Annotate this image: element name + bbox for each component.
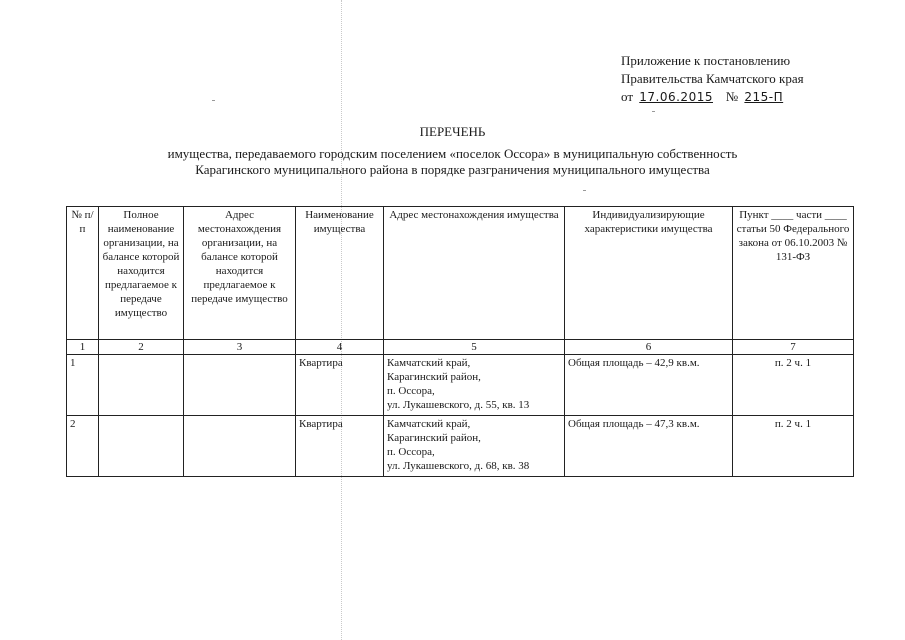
property-address-cell [384, 355, 565, 416]
table-row [67, 355, 854, 416]
scan-speck [652, 111, 655, 112]
appendix-block [621, 52, 804, 106]
table-row [67, 416, 854, 477]
subtitle-line-1: имущества, передаваемого городским поселением «поселок Оссора» в муниципальную собственность [167, 146, 738, 161]
appendix-line-1: Приложение к постановлению [621, 53, 791, 68]
header-cell: Адрес местонахождения организации, на балансе которой находится предлагаемое к передаче имущество [184, 207, 296, 340]
header-cell: Пункт ____ части ____ статьи 50 Федерального закона от 06.10.2003 № 131-ФЗ [733, 207, 854, 340]
org-address-cell [184, 355, 296, 416]
handwritten-number: 215-П [744, 90, 784, 104]
header-cell: Наименование имущества [296, 207, 384, 340]
column-number: 7 [733, 340, 854, 355]
header-cell: Полное наименование организации, на балансе которой находится предлагаемое к передаче имущество [99, 207, 184, 340]
property-name-cell: Квартира [296, 355, 384, 416]
law-clause-cell: п. 2 ч. 1 [733, 355, 854, 416]
document-subtitle [0, 146, 905, 178]
column-number-row [67, 340, 854, 355]
org-address-cell [184, 416, 296, 477]
document-title: ПЕРЕЧЕНЬ [419, 124, 486, 139]
column-number: 6 [565, 340, 733, 355]
appendix-date-line [621, 88, 804, 106]
appendix-line-2: Правительства Камчатского края [621, 71, 804, 86]
number-prefix: № [725, 89, 739, 104]
scan-speck [583, 190, 586, 191]
column-number: 5 [384, 340, 565, 355]
property-table [66, 206, 854, 477]
table-header-row [67, 207, 854, 340]
row-number: 2 [67, 416, 99, 477]
characteristics-cell: Общая площадь – 47,3 кв.м. [565, 416, 733, 477]
header-cell: Индивидуализирующие характеристики имущества [565, 207, 733, 340]
date-prefix: от [621, 89, 634, 104]
column-number: 4 [296, 340, 384, 355]
column-number: 1 [67, 340, 99, 355]
law-clause-cell: п. 2 ч. 1 [733, 416, 854, 477]
address-line: п. Оссора, [387, 446, 435, 458]
address-line: Карагинский район, [387, 371, 481, 383]
property-name-cell: Квартира [296, 416, 384, 477]
address-line: Камчатский край, [387, 357, 471, 369]
column-number: 2 [99, 340, 184, 355]
address-line: Карагинский район, [387, 432, 481, 444]
characteristics-cell: Общая площадь – 42,9 кв.м. [565, 355, 733, 416]
address-line: ул. Лукашевского, д. 55, кв. 13 [387, 399, 530, 411]
address-line: ул. Лукашевского, д. 68, кв. 38 [387, 460, 530, 472]
subtitle-line-2: Карагинского муниципального района в порядке разграничения муниципального имущества [195, 162, 710, 177]
org-name-cell [99, 416, 184, 477]
header-cell: № п/п [67, 207, 99, 340]
row-number: 1 [67, 355, 99, 416]
property-address-cell [384, 416, 565, 477]
handwritten-date: 17.06.2015 [639, 90, 713, 104]
column-number: 3 [184, 340, 296, 355]
header-cell: Адрес местонахождения имущества [384, 207, 565, 340]
address-line: п. Оссора, [387, 385, 435, 397]
scan-speck [212, 100, 215, 101]
org-name-cell [99, 355, 184, 416]
address-line: Камчатский край, [387, 418, 471, 430]
